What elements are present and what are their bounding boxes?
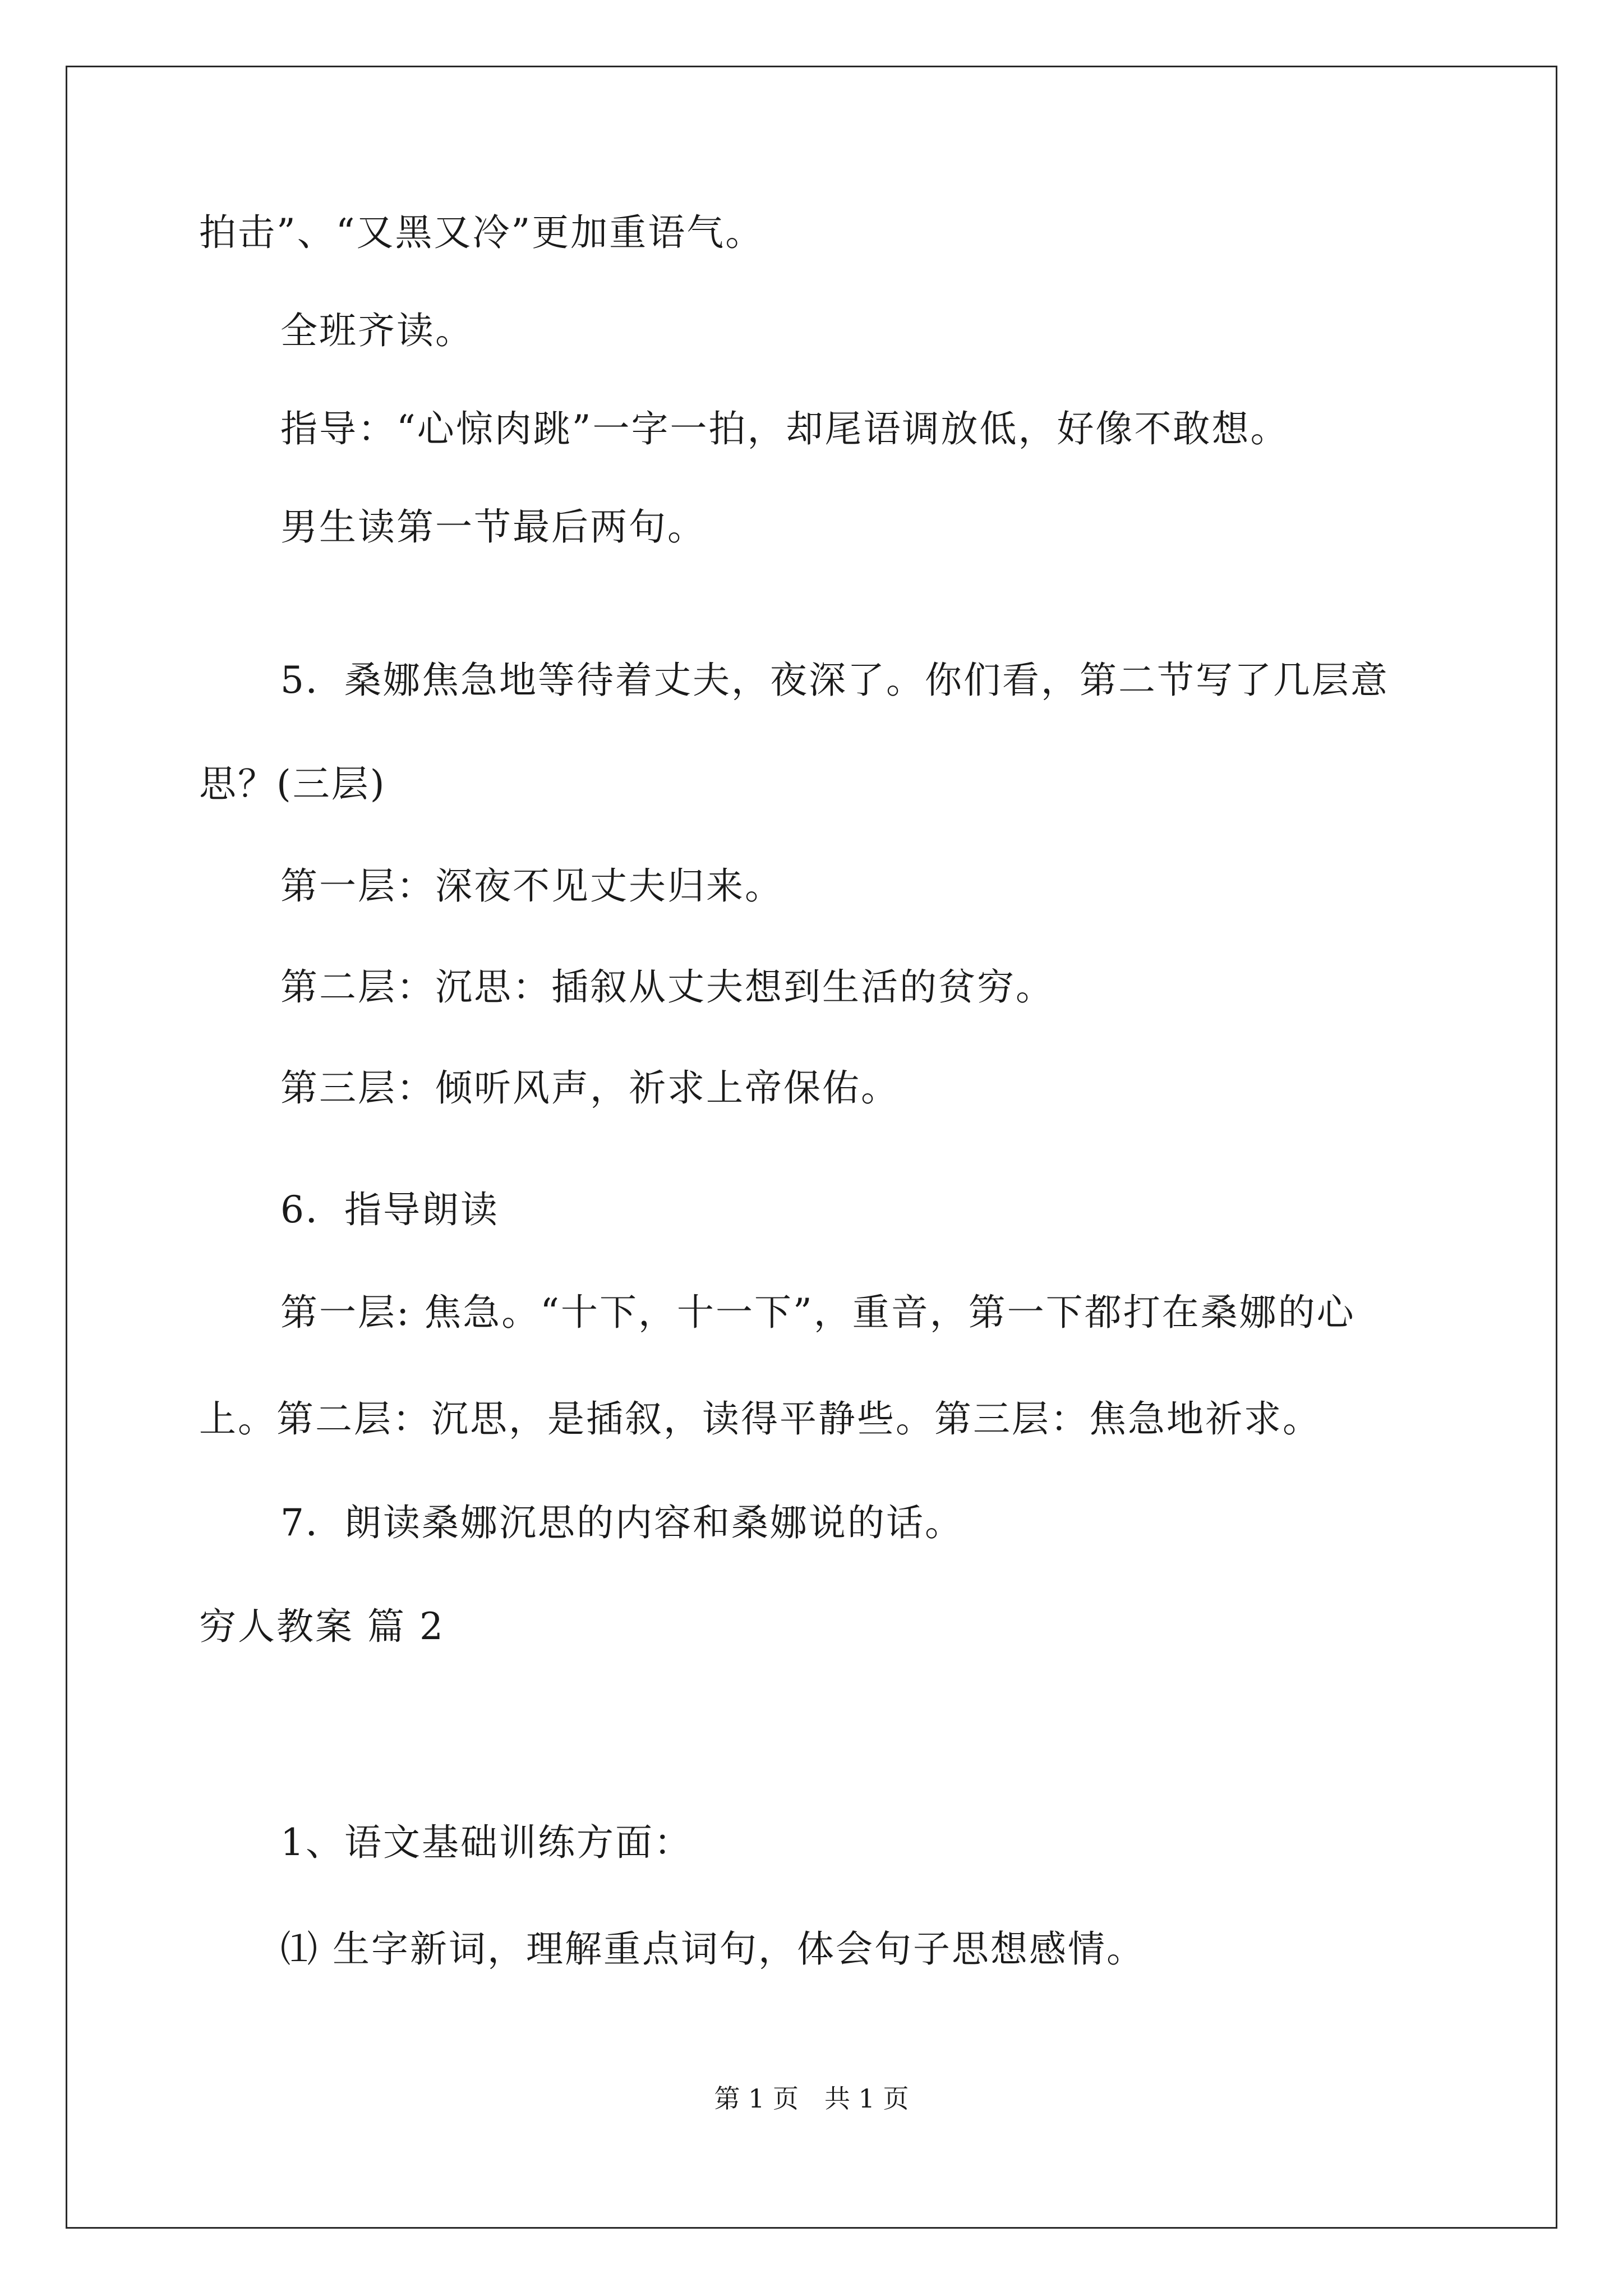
paragraph-line: 1、语文基础训练方面： (280, 1821, 693, 1864)
page-footer: 第 1 页 共 1 页 (714, 2083, 909, 2114)
paragraph-line: 拍击”、“又黑又冷”更加重语气。 (199, 211, 764, 254)
paragraph-line: ⑴ 生字新词，理解重点词句，体会句子思想感情。 (280, 1927, 1145, 1971)
paragraph-line: 男生读第一节最后两句。 (280, 505, 706, 549)
paragraph-line: 第一层：深夜不见丈夫归来。 (280, 864, 783, 908)
paragraph-line: 6．指导朗读 (280, 1188, 499, 1231)
paragraph-line: 全班齐读。 (280, 309, 474, 352)
paragraph-line: 第一层: 焦急。“十下，十一下”，重音，第一下都打在桑娜的心 (280, 1291, 1355, 1334)
paragraph-line: 上。第二层：沉思，是插叙，读得平静些。第三层：焦急地祈求。 (199, 1397, 1321, 1441)
paragraph-line: 指导：“心惊肉跳”一字一拍，却尾语调放低，好像不敢想。 (280, 407, 1289, 450)
section-heading: 穷人教案 篇 2 (199, 1605, 445, 1648)
paragraph-line: 第二层：沉思：插叙从丈夫想到生活的贫穷。 (280, 965, 1054, 1009)
paragraph-line: 7．朗读桑娜沉思的内容和桑娜说的话。 (280, 1501, 963, 1544)
page-border (66, 66, 1557, 2229)
paragraph-line: 第三层：倾听风声，祈求上帝保佑。 (280, 1066, 900, 1110)
paragraph-line: 思？(三层) (199, 762, 386, 806)
paragraph-line: 5．桑娜焦急地等待着丈夫，夜深了。你们看，第二节写了几层意 (280, 659, 1389, 702)
